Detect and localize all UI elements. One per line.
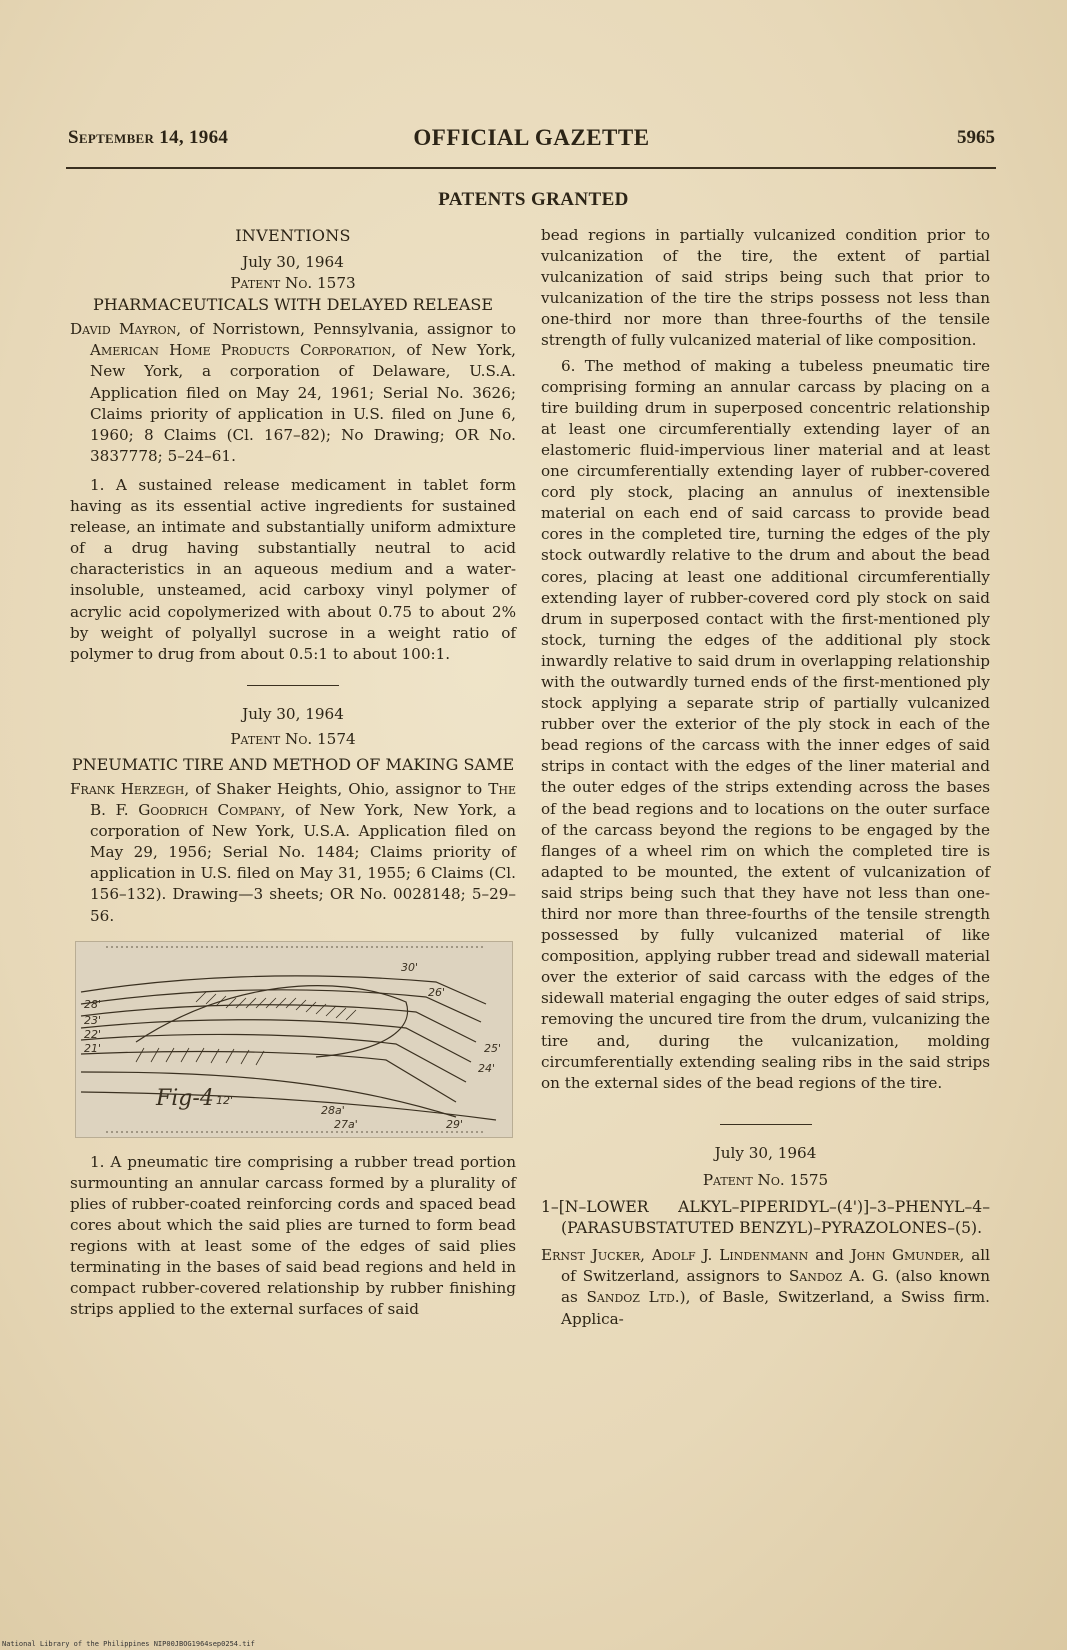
patent-figure xyxy=(75,941,513,1138)
patent-1574-claim-6: 6. The method of making a tubeless pneumatic tire comprising forming an annular carcass by placing on a tire building drum in superposed concentric relationship at least one circumferentially extending layer of an elastomeric fluid-impervious liner material and at least one circumferentially extending layer of rubber-covered cord ply stock, placing an annulus of inextensible material on each end of said carcass to provide bead cores in the completed tire, turning the edges of the ply stock outwardly relative to the drum and about the bead cores, placing at least one additional circumferentially extending layer of rubber-covered cord ply stock on said drum in superposed contact with the first-mentioned ply stock, turning the edges of the additional ply stock inwardly relative to said drum in overlapping relationship with the outwardly turned ends of the first-mentioned ply stock applying a separate strip of partially vulcanized rubber over the exterior of the ply stock in each of the bead regions of the carcass with the inner edges of said strips in contact with the edges of the liner material and the outer edges of the strips extending across the bases of the bead regions and to locations on the outer surface of the carcass beyond the regions to be engaged by the flanges of a wheel rim on which the completed tire is adapted to be mounted, the extent of vulcanization of said strips being such that they have not less than one-third nor more than three-fourths of the tensile strength possessed by fully vulcanized material of like composition, applying rubber tread and sidewall material over the exterior of said carcass with the edges of the sidewall material engaging the outer edges of said strips, removing the uncured tire from the drum, vulcanizing the tire and, during the vulcanization, molding circumferentially extending sealing ribs in the said strips on the external sides of the bead regions of the tire. xyxy=(541,356,990,1092)
figure-label-28: 28' xyxy=(84,997,102,1011)
patent-1575-date: July 30, 1964 xyxy=(714,1143,817,1162)
header-rule xyxy=(66,167,996,169)
patent-1573-number: Patent No. 1573 xyxy=(230,274,356,293)
patent-1575-aka-name: Sandoz Ltd. xyxy=(586,1288,680,1307)
patent-1575-inventor-1: Ernst Jucker xyxy=(541,1246,641,1265)
figure-label-26: 26' xyxy=(428,985,446,999)
patent-1573-date: July 30, 1964 xyxy=(242,253,344,272)
section-title: PATENTS GRANTED xyxy=(438,189,629,210)
patent-1575-assignee-text: , all of Switzerland, assignors to xyxy=(561,1246,991,1286)
separator-rule xyxy=(247,685,339,686)
patent-1575-inventor-3: John Gmunder xyxy=(850,1246,960,1265)
patent-1575-filing xyxy=(541,1245,990,1329)
left-column xyxy=(70,225,516,1320)
patent-1573-assignee: American Home Products Corporation xyxy=(90,341,392,360)
patent-1574-assignee-text: , of Shaker Heights, Ohio, assignor to xyxy=(184,779,489,798)
patent-1573-inventor: David Mayron xyxy=(70,320,177,339)
patent-1574-details: , of New York, New York, a corporation of New York, U.S.A. Application filed on May 29, 1956; Serial No. 1484; Claims priority of application in U.S. filed on May 31, 1955; 6 Claims (Cl. 156–132). Drawing—3 sheets; OR No. 0028148; 5–29–56. xyxy=(90,801,517,925)
figure-label-24: 24' xyxy=(478,1061,496,1075)
patent-1574-title: PNEUMATIC TIRE AND METHOD OF MAKING SAME xyxy=(71,754,515,774)
page-number: 5965 xyxy=(957,127,995,148)
patent-1575-inventor-2: Adolf J. Lindenmann xyxy=(651,1246,809,1265)
tire-cross-section-drawing xyxy=(76,942,512,1137)
page-header xyxy=(68,127,995,157)
patent-1574-inventor: Frank Herzegh xyxy=(70,779,185,798)
figure-label-29: 29' xyxy=(446,1117,464,1131)
header-title: OFFICIAL GAZETTE xyxy=(413,125,650,150)
figure-label-22: 22' xyxy=(84,1027,102,1041)
patent-1575-title: 1–[N–LOWER ALKYL–PIPERIDYL–(4')]–3–PHENYL–4–(PARASUBSTATUTED BENZYL)–PYRAZOLONES–(5). xyxy=(541,1198,990,1238)
right-column xyxy=(541,225,990,1330)
patent-1574-claim-1-continued: bead regions in partially vulcanized condition prior to vulcanization of the tire, the extent of partial vulcanization of said strips being such that prior to vulcanization of the tire the strips possess not less than one-third nor more than three-fourths of the tensile strength of fully vulcanized material of like composition. xyxy=(541,226,990,350)
figure-label-25: 25' xyxy=(484,1041,502,1055)
patent-1575-aka-text: (also known as xyxy=(561,1267,990,1307)
scan-footer: National Library of the Philippines NIP00JBOG1964sep0254.tif xyxy=(2,1640,255,1648)
patent-1575-sep-2: and xyxy=(808,1246,851,1265)
figure-label-27a: 27a' xyxy=(334,1117,358,1131)
figure-label-23: 23' xyxy=(84,1013,102,1027)
patent-1573-claim: 1. A sustained release medicament in tablet form having as its essential active ingredients for sustained release, an intimate and substantially uniform admixture of a drug having substantially neutral to acid characteristics in an aqueous medium and a water-insoluble, unsteamed, acid carboxy vinyl polymer of acrylic acid copolymerized with about 0.75 to about 2% by weight of polyallyl sucrose in a weight ratio of polymer to drug from about 0.5:1 to about 100:1. xyxy=(70,475,516,663)
separator-rule-2 xyxy=(720,1124,812,1125)
figure-label-30: 30' xyxy=(401,960,419,974)
patent-1575-assignee: Sandoz A. G. xyxy=(788,1267,889,1286)
patent-1574-filing xyxy=(70,779,516,927)
figure-label-28a: 28a' xyxy=(321,1103,345,1117)
patent-1573-assignee-text: , of Norristown, Pennsylvania, assignor to xyxy=(176,320,516,339)
figure-caption: Fig-4 xyxy=(156,1085,214,1111)
patent-1574-number: Patent No. 1574 xyxy=(230,729,356,748)
figure-label-12: 12' xyxy=(216,1093,234,1107)
patent-1574-claim-1: 1. A pneumatic tire comprising a rubber tread portion surmounting an annular carcass formed by a plurality of plies of rubber-coated reinforcing cords and spaced bead cores about which the said plies are turned to form bead regions with at least some of the edges of said plies terminating in the bases of said bead regions and held in compact rubber-covered relationship by rubber finishing strips applied to the external surfaces of said xyxy=(70,1152,516,1319)
figure-label-21: 21' xyxy=(84,1041,102,1055)
patent-1573-details: , of New York, New York, a corporation of Delaware, U.S.A. Application filed on May 24, 1961; Serial No. 3626; Claims priority of application in U.S. filed on June 6, 1960; 8 Claims (Cl. 167–82); No Drawing; OR No. 3837778; 5–24–61. xyxy=(90,341,516,465)
patent-1575-sep-1: , xyxy=(640,1246,652,1265)
patent-1573-filing xyxy=(70,319,516,467)
patent-1575-details: ), of Basle, Switzerland, a Swiss firm. Applica- xyxy=(561,1288,990,1328)
header-date: September 14, 1964 xyxy=(68,127,229,148)
patent-1574-assignee: The B. F. Goodrich Company xyxy=(90,779,516,820)
inventions-heading: INVENTIONS xyxy=(235,226,351,245)
patent-1575-number: Patent No. 1575 xyxy=(702,1170,829,1189)
patent-1573-title: PHARMACEUTICALS WITH DELAYED RELEASE xyxy=(92,295,494,315)
patent-1574-date: July 30, 1964 xyxy=(242,704,344,723)
